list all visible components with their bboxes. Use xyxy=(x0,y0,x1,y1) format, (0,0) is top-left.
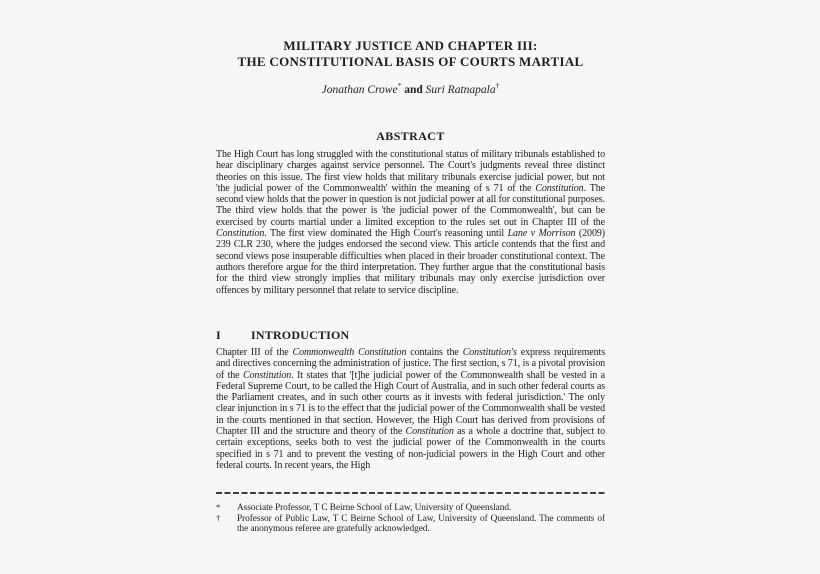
paper-title xyxy=(216,38,605,69)
footnote-marker: * xyxy=(216,502,221,512)
section-title: INTRODUCTION xyxy=(251,328,350,342)
abstract-heading: ABSTRACT xyxy=(376,129,445,143)
authors-line: Jonathan Crowe* and Suri Ratnapala† xyxy=(321,81,500,96)
abstract-paragraph: The High Court has long struggled with the constitutional status of military tribunals established to hear disciplinary charges against service personnel. The Court's judgments reveal three distinct theories on this issue. The first view holds that military tribunals exercise judicial power, but not 'the judicial power of the Commonwealth' within the meaning of s 71 of the Constitution. The second view holds that the power in question is not judicial power at all for constitutional purposes. The third view holds that the power is 'the judicial power of the Commonwealth', but can be exercised by courts martial under a limited exception to the rules set out in Chapter III of the Constitution. The first view dominated the High Court's reasoning until Lane v Morrison (2009) 239 CLR 230, where the judges endorsed the second view. This article contends that the first and second views pose insuperable difficulties when placed in their broader constitutional context. The authors therefore argue for the third interpretation. They further argue that the constitutional basis for the third view strongly implies that military tribunals may only exercise jurisdiction over offences by military personnel that relate to service discipline. xyxy=(216,149,605,296)
paper-title-line1: MILITARY JUSTICE AND CHAPTER III: xyxy=(283,38,538,53)
footnote-text: Associate Professor, T C Beirne School of Law, University of Queensland. xyxy=(237,503,512,513)
footnote-item xyxy=(216,514,605,535)
footnote-separator-rule xyxy=(216,492,605,494)
section-heading-introduction xyxy=(216,329,605,342)
footnotes-section xyxy=(216,503,605,535)
footnote-item xyxy=(216,503,605,514)
footnote-marker: † xyxy=(216,512,221,523)
introduction-paragraph: Chapter III of the Commonwealth Constitution contains the Constitution's express requirements and directives concerning the administration of justice. The first section, s 71, is a pivotal provision of the Constitution. It states that '[t]he judicial power of the Commonwealth shall be vested in a Federal Supreme Court, to be called the High Court of Australia, and in such other federal courts as the Parliament creates, and in such other courts as it invests with federal jurisdiction.' The only clear injunction in s 71 is to the effect that the judicial power of the Commonwealth shall be vested in the courts mentioned in that section. However, the High Court has derived from provisions of Chapter III and the structure and theory of the Constitution as a whole a doctrine that, subject to certain exceptions, seeks both to vest the judicial power of the Commonwealth in the courts specified in s 71 and to prevent the vesting of non-judicial powers in the High Court and other federal courts. In recent years, the High xyxy=(216,347,605,471)
section-number: I xyxy=(216,328,221,342)
paper-title-line2: THE CONSTITUTIONAL BASIS OF COURTS MARTIAL xyxy=(237,53,584,69)
footnote-text: Professor of Public Law, T C Beirne School of Law, University of Queensland. The comments of the anonymous referee are gratefully acknowledged. xyxy=(237,513,605,535)
